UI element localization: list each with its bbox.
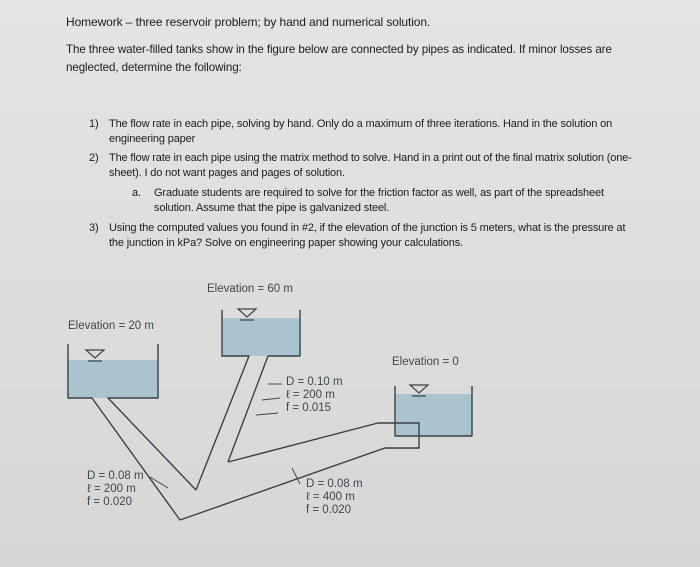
- right-reservoir-water: [395, 394, 472, 436]
- page-title: Homework – three reservoir problem; by hand and numerical solution.: [66, 15, 431, 29]
- pipe-length: ℓ = 200 m: [87, 483, 136, 495]
- question-number: a.: [132, 187, 141, 199]
- pipe-diameter: D = 0.08 m: [87, 470, 144, 482]
- pipe-friction: f = 0.020: [306, 504, 352, 516]
- right-pipe-upper-wall: [228, 423, 419, 462]
- top-reservoir-elevation: Elevation = 60 m: [207, 283, 293, 295]
- left-reservoir-water: [68, 360, 158, 398]
- pipe-diameter: D = 0.10 m: [286, 376, 343, 388]
- pipe-length: ℓ = 200 m: [286, 389, 335, 401]
- pipe-friction: f = 0.015: [286, 402, 332, 414]
- right-pipe-specs: [306, 478, 363, 517]
- pipe-friction: f = 0.020: [87, 496, 133, 508]
- right-reservoir-elevation: Elevation = 0: [392, 356, 459, 368]
- intro-paragraph: The three water-filled tanks show in the figure below are connected by pipes as indicated. If minor losses are neglected, determine the following:: [66, 43, 612, 74]
- question-text: The flow rate in each pipe, solving by hand. Only do a maximum of three iterations. Hand in the solution on engineering paper: [109, 118, 613, 145]
- pipe-length: ℓ = 400 m: [306, 491, 355, 503]
- left-water-level-icon: [86, 350, 104, 358]
- leader-line: [256, 413, 278, 415]
- top-reservoir-water: [222, 318, 300, 356]
- question-text: Using the computed values you found in #2, if the elevation of the junction is 5 meters, what is the pressure at the junction in kPa? Solve on engineering paper showing your calculations.: [109, 222, 626, 249]
- question-number: 3): [89, 222, 99, 234]
- question-number: 2): [89, 152, 99, 164]
- question-text: The flow rate in each pipe using the matrix method to solve. Hand in a print out of the final matrix solution (one-sheet). I do not want pages and pages of solution.: [109, 152, 632, 179]
- pipe-diameter: D = 0.08 m: [306, 478, 363, 490]
- leader-line: [262, 398, 280, 400]
- right-water-level-icon: [410, 385, 428, 393]
- question-text: Graduate students are required to solve for the friction factor as well, as part of the spreadsheet solution. Assume that the pipe is galvanized steel.: [154, 187, 604, 214]
- left-reservoir-elevation: Elevation = 20 m: [68, 320, 154, 332]
- top-pipe-specs: [286, 376, 343, 415]
- left-pipe-specs: [87, 470, 144, 509]
- leader-line: [292, 468, 300, 484]
- top-water-level-icon: [238, 309, 256, 317]
- question-number: 1): [89, 118, 99, 130]
